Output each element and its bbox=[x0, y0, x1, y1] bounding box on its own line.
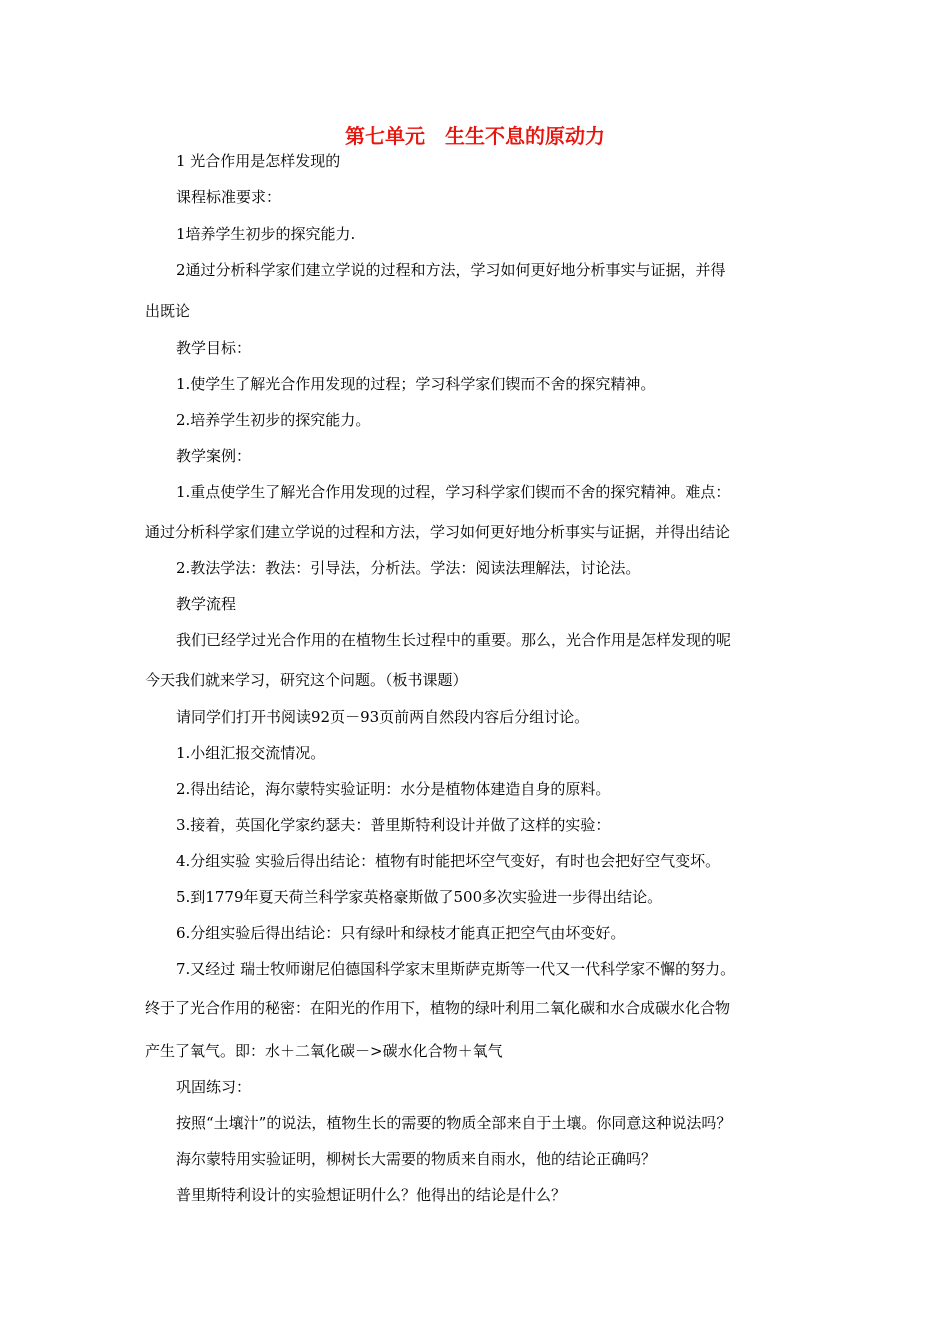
paragraph-line: 终于了光合作用的秘密：在阳光的作用下，植物的绿叶利用二氧化碳和水合成碳水化合物 bbox=[145, 999, 731, 1017]
paragraph-line: 产生了氧气。即：水＋二氧化碳－>碳水化合物＋氧气 bbox=[145, 1042, 503, 1060]
paragraph-line: 教学案例： bbox=[176, 447, 252, 465]
paragraph-line: 3.接着，英国化学家约瑟夫：普里斯特利设计并做了这样的实验： bbox=[176, 816, 611, 834]
paragraph-line: 2.得出结论，海尔蒙特实验证明：水分是植物体建造自身的原料。 bbox=[176, 780, 611, 798]
paragraph-line: 1.使学生了解光合作用发现的过程；学习科学家们锲而不舍的探究精神。 bbox=[176, 375, 656, 393]
paragraph-line: 2通过分析科学家们建立学说的过程和方法，学习如何更好地分析事实与证据，并得 bbox=[176, 261, 726, 279]
paragraph-line: 教学流程 bbox=[176, 595, 237, 613]
paragraph-line: 出既论 bbox=[145, 302, 191, 320]
paragraph-line: 2.教法学法：教法：引导法，分析法。学法：阅读法理解法，讨论法。 bbox=[176, 559, 641, 577]
paragraph-line: 1.小组汇报交流情况。 bbox=[176, 744, 326, 762]
paragraph-line: 6.分组实验后得出结论：只有绿叶和绿枝才能真正把空气由坏变好。 bbox=[176, 924, 626, 942]
section-heading: 1 光合作用是怎样发现的 bbox=[176, 152, 341, 170]
paragraph-line: 巩固练习： bbox=[176, 1078, 252, 1096]
paragraph-line: 海尔蒙特用实验证明，柳树长大需要的物质来自雨水，他的结论正确吗？ bbox=[176, 1150, 657, 1168]
paragraph-line: 今天我们就来学习，研究这个问题。（板书课题） bbox=[145, 671, 468, 689]
paragraph-line: 通过分析科学家们建立学说的过程和方法，学习如何更好地分析事实与证据，并得出结论 bbox=[145, 523, 731, 541]
paragraph-line: 按照“土壤汁”的说法，植物生长的需要的物质全部来自于土壤。你同意这种说法吗？ bbox=[176, 1114, 732, 1132]
paragraph-line: 教学目标： bbox=[176, 339, 252, 357]
paragraph-line: 5.到1779年夏天荷兰科学家英格豪斯做了500多次实验进一步得出结论。 bbox=[176, 888, 663, 906]
paragraph-line: 2.培养学生初步的探究能力。 bbox=[176, 411, 371, 429]
paragraph-line: 我们已经学过光合作用的在植物生长过程中的重要。那么，光合作用是怎样发现的呢 bbox=[176, 631, 732, 649]
paragraph-line: 4.分组实验 实验后得出结论：植物有时能把坏空气变好，有时也会把好空气变坏。 bbox=[176, 852, 721, 870]
paragraph-line: 1培养学生初步的探究能力. bbox=[176, 225, 356, 243]
paragraph-line: 课程标准要求： bbox=[176, 188, 282, 206]
paragraph-line: 普里斯特利设计的实验想证明什么？他得出的结论是什么？ bbox=[176, 1186, 567, 1204]
document-title: 第七单元 生生不息的原动力 bbox=[345, 124, 605, 148]
paragraph-line: 1.重点使学生了解光合作用发现的过程，学习科学家们锲而不舍的探究精神。难点： bbox=[176, 483, 731, 501]
paragraph-line: 7.又经过 瑞士牧师谢尼伯德国科学家末里斯萨克斯等一代又一代科学家不懈的努力。 bbox=[176, 960, 736, 978]
paragraph-line: 请同学们打开书阅读92页－93页前两自然段内容后分组讨论。 bbox=[176, 708, 590, 726]
